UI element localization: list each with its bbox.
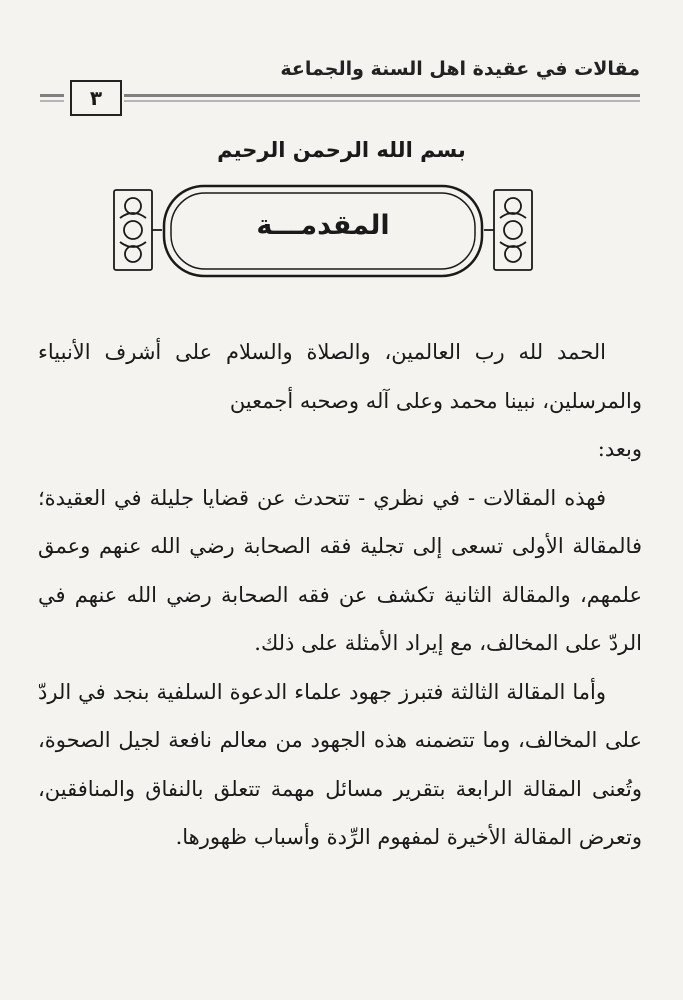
basmala: بسم الله الرحمن الرحيم: [217, 138, 466, 162]
section-title-frame: [108, 176, 538, 286]
paragraph-intro: الحمد لله رب العالمين، والصلاة والسلام على أشرف الأنبياء والمرسلين، نبينا محمد وعلى آله وصحبه أجمعين: [38, 340, 642, 413]
header-rule-left: [40, 94, 64, 97]
body-text: [38, 328, 642, 862]
page-header: [40, 58, 640, 108]
header-rule: [124, 94, 640, 97]
header-rule-left-thin: [40, 100, 64, 102]
page-number: ٣: [70, 80, 122, 116]
paragraph-wabaad: وبعد:: [597, 437, 642, 461]
running-title: مقالات في عقيدة اهل السنة والجماعة: [280, 58, 640, 80]
paragraph-articles-2: وأما المقالة الثالثة فتبرز جهود علماء الدعوة السلفية بنجد في الردّ على المخالف، وما تتضمنه هذه الجهود من معالم نافعة لجيل الصحوة، وتُعنى المقالة الرابعة بتقرير مسائل مهمة تتعلق بالنفاق والمنافقين، وتعرض المقالة الأخيرة لمفهوم الرِّدة وأسباب ظهورها.: [38, 679, 642, 849]
section-title: المقدمـــة: [256, 210, 390, 241]
paragraph-articles-1: فهذه المقالات - في نظري - تتحدث عن قضايا جليلة في العقيدة؛ فالمقالة الأولى تسعى إلى تجلية فقه الصحابة رضي الله عنهم وعمق علمهم، والمقالة الثانية تكشف عن فقه الصحابة رضي الله عنهم في الردّ على المخالف، مع إيراد الأمثلة على ذلك.: [38, 485, 642, 655]
header-rule-thin: [124, 100, 640, 102]
